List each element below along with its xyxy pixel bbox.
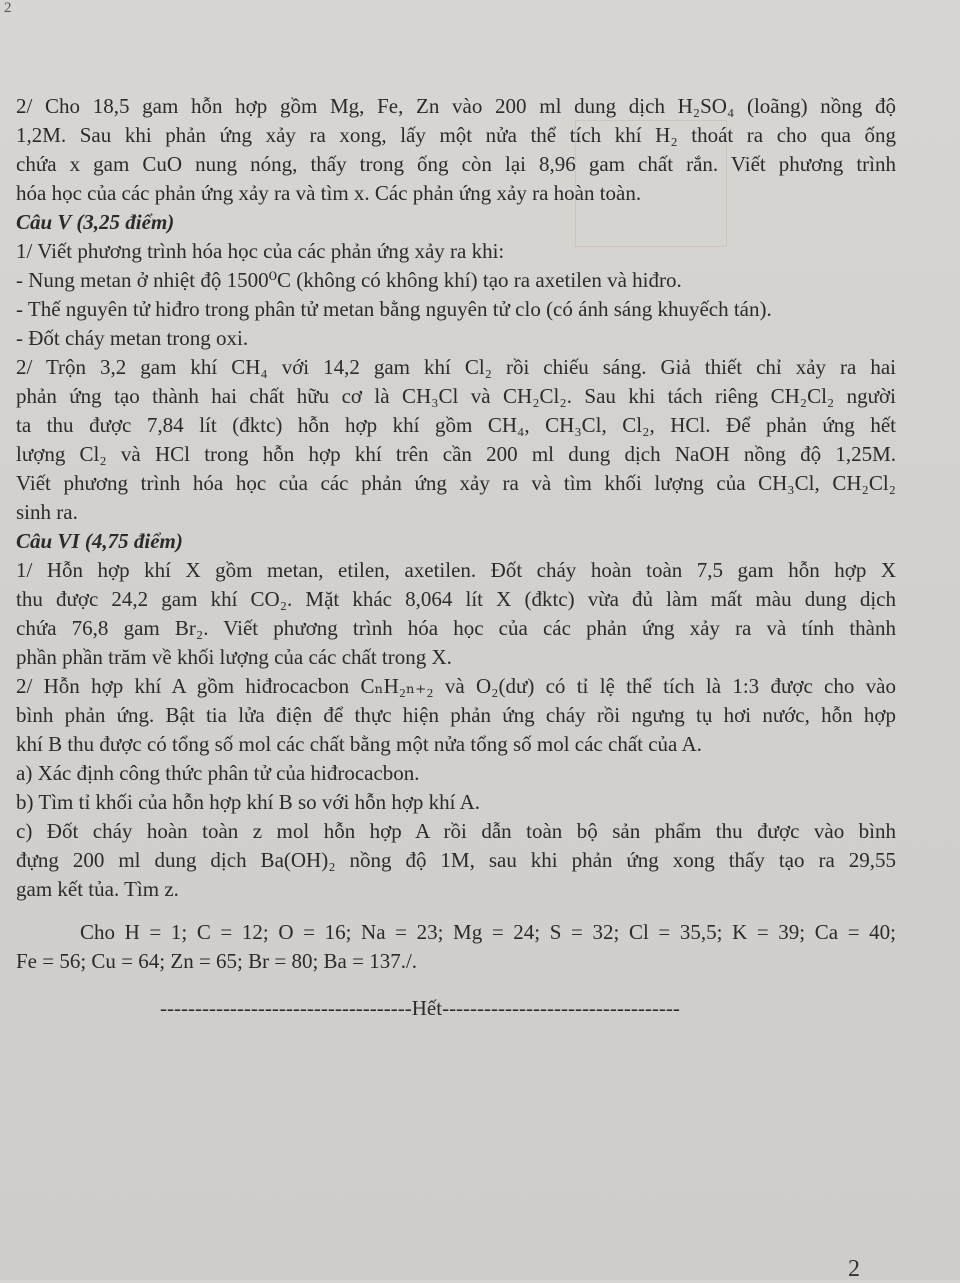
page-corner-number: 2 — [4, 0, 12, 16]
text-line: sinh ra. — [16, 500, 78, 524]
document-body — [16, 92, 896, 1023]
text-line: b) Tìm tỉ khối của hỗn hợp khí B so với hỗn hợp khí A. — [16, 790, 481, 814]
text-line: gam kết tủa. Tìm z. — [16, 877, 179, 901]
text-line: 2/ Cho 18,5 gam hỗn hợp gồm Mg, Fe, Zn vào 200 ml dung dịch H₂SO₄ (loãng) nồng độ — [16, 94, 896, 118]
text-line: chứa x gam CuO nung nóng, thấy trong ống còn lại 8,96 gam chất rắn. Viết phương trình — [16, 152, 896, 176]
text-line: - Đốt cháy metan trong oxi. — [16, 326, 249, 350]
atomic-masses-line: Cho H = 1; C = 12; O = 16; Na = 23; Mg = 24; S = 32; Cl = 35,5; K = 39; Ca = 40; — [80, 920, 896, 944]
text-line: 1/ Hỗn hợp khí X gồm metan, etilen, axetilen. Đốt cháy hoàn toàn 7,5 gam hỗn hợp X — [16, 558, 896, 582]
text-line: 2/ Trộn 3,2 gam khí CH₄ với 14,2 gam khí Cl₂ rồi chiếu sáng. Giả thiết chỉ xảy ra hai — [16, 355, 896, 379]
text-line: 2/ Hỗn hợp khí A gồm hiđrocacbon CₙH₂ₙ₊₂ và O₂(dư) có tỉ lệ thể tích là 1:3 được cho vào — [16, 674, 896, 698]
text-line: bình phản ứng. Bật tia lửa điện để thực hiện phản ứng cháy rồi ngưng tụ hơi nước, hỗn hợp — [16, 703, 896, 727]
atomic-masses-line: Fe = 56; Cu = 64; Zn = 65; Br = 80; Ba = 137./. — [16, 949, 418, 973]
text-line: - Nung metan ở nhiệt độ 1500⁰C (không có không khí) tạo ra axetilen và hiđro. — [16, 268, 682, 292]
end-marker: ------------------------------------Hết---------------------------------- — [160, 996, 680, 1020]
text-line: đựng 200 ml dung dịch Ba(OH)₂ nồng độ 1M, sau khi phản ứng xong thấy tạo ra 29,55 — [16, 848, 896, 872]
page-number: 2 — [848, 1256, 860, 1282]
text-line: hóa học của các phản ứng xảy ra và tìm x. Các phản ứng xảy ra hoàn toàn. — [16, 181, 642, 205]
text-line: chứa 76,8 gam Br₂. Viết phương trình hóa học của các phản ứng xảy ra và tính thành — [16, 616, 896, 640]
text-line: 1/ Viết phương trình hóa học của các phản ứng xảy ra khi: — [16, 239, 505, 263]
text-line: thu được 24,2 gam khí CO₂. Mặt khác 8,064 lít X (đktc) vừa đủ làm mất màu dung dịch — [16, 587, 896, 611]
text-line: a) Xác định công thức phân tử của hiđrocacbon. — [16, 761, 420, 785]
section-heading-cau-vi: Câu VI (4,75 điểm) — [16, 529, 183, 553]
text-line: ta thu được 7,84 lít (đktc) hỗn hợp khí gồm CH₄, CH₃Cl, Cl₂, HCl. Để phản ứng hết — [16, 413, 896, 437]
text-line: lượng Cl₂ và HCl trong hỗn hợp khí trên cần 200 ml dung dịch NaOH nồng độ 1,25M. — [16, 442, 896, 466]
text-line: Viết phương trình hóa học của các phản ứng xảy ra và tìm khối lượng của CH₃Cl, CH₂Cl₂ — [16, 471, 896, 495]
text-line: khí B thu được có tổng số mol các chất bằng một nửa tổng số mol các chất của A. — [16, 732, 702, 756]
text-line: phản ứng tạo thành hai chất hữu cơ là CH₃Cl và CH₂Cl₂. Sau khi tách riêng CH₂Cl₂ người — [16, 384, 896, 408]
text-line: c) Đốt cháy hoàn toàn z mol hỗn hợp A rồi dẫn toàn bộ sản phẩm thu được vào bình — [16, 819, 896, 843]
text-line: - Thế nguyên tử hiđro trong phân tử metan bằng nguyên tử clo (có ánh sáng khuyếch tán). — [16, 297, 772, 321]
section-heading-cau-v: Câu V (3,25 điểm) — [16, 210, 175, 234]
text-line: 1,2M. Sau khi phản ứng xảy ra xong, lấy một nửa thể tích khí H₂ thoát ra cho qua ống — [16, 123, 896, 147]
text-line: phần phần trăm về khối lượng của các chất trong X. — [16, 645, 452, 669]
